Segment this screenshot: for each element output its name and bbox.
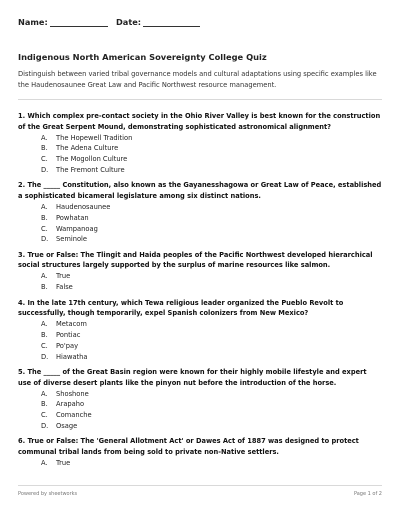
answer-option[interactable] [18, 458, 382, 469]
option-letter: B. [41, 283, 48, 292]
option-text: The Fremont Culture [56, 166, 125, 175]
quiz-title: Indigenous North American Sovereignty College Quiz [18, 52, 267, 62]
question-4 [18, 298, 382, 363]
option-letter: B. [41, 213, 48, 222]
option-text: Comanche [56, 411, 92, 420]
divider [18, 99, 382, 100]
name-field[interactable] [18, 17, 108, 27]
question-1 [18, 111, 382, 176]
answer-option[interactable] [18, 282, 382, 293]
answer-option[interactable] [18, 399, 382, 410]
answer-option[interactable] [18, 154, 382, 165]
option-letter: A. [41, 458, 48, 467]
option-text: Powhatan [56, 213, 89, 222]
option-letter: C. [41, 224, 48, 233]
option-letter: D. [41, 352, 49, 361]
option-text: True [56, 458, 71, 467]
answer-option[interactable] [18, 410, 382, 421]
footer-divider [18, 485, 382, 486]
name-blank-line[interactable] [50, 18, 108, 27]
page-number: Page 1 of 2 [353, 491, 382, 497]
answer-option[interactable] [18, 224, 382, 235]
option-letter: A. [41, 133, 48, 142]
question-text: 3. True or False: The Tlingit and Haida peoples of the Pacific Northwest developed hierarchical social structures largely supported by the surplus of marine resources like salmon. [18, 250, 373, 270]
option-text: True [56, 272, 71, 281]
question-3 [18, 250, 382, 293]
answer-option[interactable] [18, 271, 382, 282]
option-letter: D. [41, 421, 49, 430]
question-text: 1. Which complex pre-contact society in the Ohio River Valley is best known for the construction of the Great Serpent Mound, demonstrating sophisticated astronomical alignment? [18, 112, 381, 131]
option-letter: C. [41, 155, 48, 164]
answer-option[interactable] [18, 341, 382, 352]
option-text: Seminole [56, 235, 88, 244]
question-text: 5. The _____ of the Great Basin region were known for their highly mobile lifestyle and expert use of diverse desert plants like the pinyon nut before the introduction of the horse. [18, 367, 367, 387]
option-letter: C. [41, 411, 48, 420]
option-letter: B. [41, 331, 48, 340]
option-text: The Mogollon Culture [56, 155, 128, 164]
option-text: Metacom [56, 320, 87, 329]
quiz-description: Distinguish between varied tribal governance models and cultural adaptations using specific examples like the Haudenosaunee Great Law and Pacific Northwest resource management. [18, 70, 377, 89]
option-letter: A. [41, 320, 48, 329]
option-text: Arapaho [56, 400, 85, 409]
answer-option[interactable] [18, 319, 382, 330]
option-text: Po'pay [56, 341, 79, 350]
option-text: Wampanoag [56, 224, 98, 233]
answer-option[interactable] [18, 143, 382, 154]
name-label: Name: [18, 17, 48, 27]
answer-option[interactable] [18, 421, 382, 432]
option-text: The Adena Culture [56, 144, 119, 153]
answer-option[interactable] [18, 213, 382, 224]
option-text: Haudenosaunee [56, 203, 111, 212]
question-5 [18, 367, 382, 432]
answer-option[interactable] [18, 330, 382, 341]
option-text: Pontiac [56, 331, 81, 340]
option-text: The Hopewell Tradition [56, 133, 133, 142]
option-text: False [56, 283, 73, 292]
student-info-header [18, 17, 382, 31]
option-letter: D. [41, 235, 49, 244]
question-6 [18, 436, 382, 468]
option-letter: C. [41, 341, 48, 350]
answer-option[interactable] [18, 389, 382, 400]
option-letter: A. [41, 389, 48, 398]
footer-credit: Powered by sheetworks [18, 491, 78, 497]
question-list [18, 111, 382, 473]
answer-option[interactable] [18, 133, 382, 144]
question-2 [18, 180, 382, 245]
answer-option[interactable] [18, 165, 382, 176]
option-text: Osage [56, 421, 78, 430]
date-label: Date: [116, 17, 142, 27]
question-text: 6. True or False: The 'General Allotment Act' or Dawes Act of 1887 was designed to protect communal tribal lands from being sold to private non-Native settlers. [18, 437, 359, 456]
question-text: 2. The _____ Constitution, also known as the Gayanesshagowa or Great Law of Peace, established a sophisticated bicameral legislature among six distinct nations. [18, 181, 382, 200]
option-text: Shoshone [56, 389, 89, 398]
question-text: 4. In the late 17th century, which Tewa religious leader organized the Pueblo Revolt to successfully, though temporarily, expel Spanish colonizers from New Mexico? [18, 298, 344, 318]
option-letter: A. [41, 203, 48, 212]
answer-option[interactable] [18, 234, 382, 245]
option-letter: D. [41, 166, 49, 175]
answer-option[interactable] [18, 202, 382, 213]
date-blank-line[interactable] [143, 18, 200, 27]
date-field[interactable] [116, 17, 200, 27]
option-letter: B. [41, 144, 48, 153]
option-text: Hiawatha [56, 352, 88, 361]
answer-option[interactable] [18, 352, 382, 363]
option-letter: A. [41, 272, 48, 281]
option-letter: B. [41, 400, 48, 409]
